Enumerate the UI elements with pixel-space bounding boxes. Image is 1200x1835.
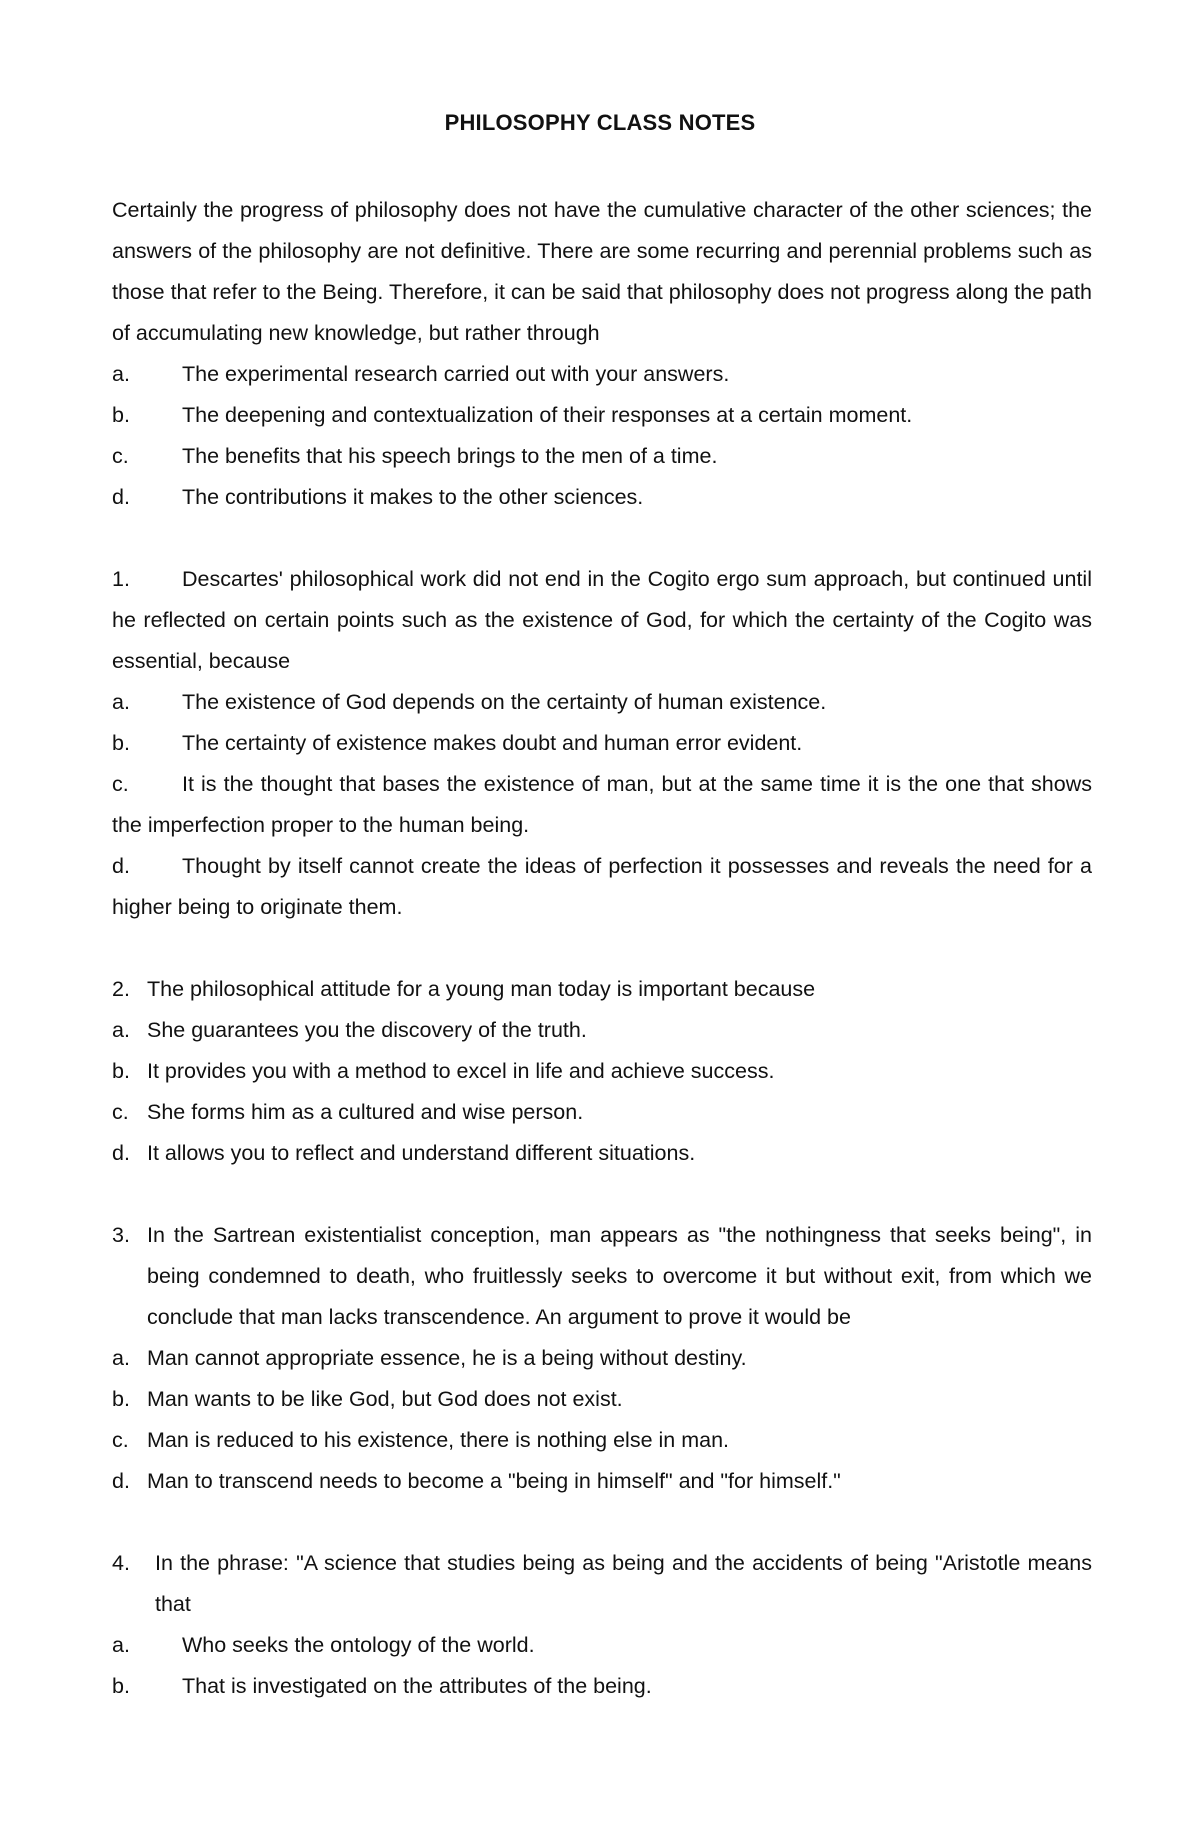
question-2-option-c — [112, 1092, 1092, 1133]
option-label: d. — [112, 1469, 130, 1493]
option-text: It allows you to reflect and understand different situations. — [147, 1141, 696, 1165]
question-number: 3. — [112, 1223, 130, 1247]
question-3-option-d — [112, 1461, 1092, 1502]
question-number: 1. — [112, 567, 130, 591]
question-4-stem — [112, 1543, 1092, 1625]
document-body — [112, 190, 1092, 1707]
option-label: a. — [112, 1633, 130, 1657]
option-text: The certainty of existence makes doubt and human error evident. — [182, 731, 803, 755]
option-label: b. — [112, 1674, 130, 1698]
question-text: In the Sartrean existentialist conception, man appears as "the nothingness that seeks being", in being condemned to death, who fruitlessly seeks to overcome it but without exit, from which we conclude that man lacks transcendence. An argument to prove it would be — [147, 1223, 1092, 1329]
option-label: d. — [112, 854, 130, 878]
question-2-option-d — [112, 1133, 1092, 1174]
question-3-option-b — [112, 1379, 1092, 1420]
option-text: It is the thought that bases the existence of man, but at the same time it is the one that shows the imperfection proper to the human being. — [112, 772, 1092, 837]
question-4-option-a — [112, 1625, 1092, 1666]
option-label: c. — [112, 1428, 129, 1452]
option-label: a. — [112, 1018, 130, 1042]
question-1-option-a — [112, 682, 1092, 723]
option-text: The existence of God depends on the certainty of human existence. — [182, 690, 827, 714]
option-label: c. — [112, 772, 129, 796]
option-label: c. — [112, 1100, 129, 1124]
option-label: a. — [112, 362, 130, 386]
intro-option-d — [112, 477, 1092, 518]
question-number: 4. — [112, 1551, 130, 1575]
spacer — [112, 928, 1092, 969]
spacer — [112, 1174, 1092, 1215]
option-label: b. — [112, 1387, 130, 1411]
option-text: Man to transcend needs to become a "being in himself" and "for himself." — [147, 1469, 841, 1493]
option-label: a. — [112, 1346, 130, 1370]
question-text: The philosophical attitude for a young man today is important because — [147, 977, 816, 1001]
spacer — [112, 518, 1092, 559]
question-1-option-c — [112, 764, 1092, 846]
option-label: b. — [112, 1059, 130, 1083]
intro-option-b — [112, 395, 1092, 436]
option-label: d. — [112, 1141, 130, 1165]
question-2-stem — [112, 969, 1092, 1010]
option-text: Thought by itself cannot create the ideas of perfection it possesses and reveals the need for a higher being to originate them. — [112, 854, 1092, 919]
option-text: The benefits that his speech brings to the men of a time. — [182, 444, 718, 468]
question-4-option-b — [112, 1666, 1092, 1707]
question-number: 2. — [112, 977, 130, 1001]
page-title: PHILOSOPHY CLASS NOTES — [444, 110, 756, 135]
question-2-option-b — [112, 1051, 1092, 1092]
question-1-option-b — [112, 723, 1092, 764]
option-text: Man is reduced to his existence, there is nothing else in man. — [147, 1428, 730, 1452]
intro-option-a — [112, 354, 1092, 395]
question-text: In the phrase: "A science that studies being as being and the accidents of being "Aristotle means that — [155, 1551, 1092, 1616]
option-text: Man cannot appropriate essence, he is a being without destiny. — [147, 1346, 747, 1370]
option-label: c. — [112, 444, 129, 468]
option-text: She forms him as a cultured and wise person. — [147, 1100, 584, 1124]
option-label: d. — [112, 485, 130, 509]
option-text: Man wants to be like God, but God does not exist. — [147, 1387, 623, 1411]
option-text: It provides you with a method to excel in life and achieve success. — [147, 1059, 775, 1083]
question-2-option-a — [112, 1010, 1092, 1051]
question-3-option-c — [112, 1420, 1092, 1461]
option-label: b. — [112, 403, 130, 427]
intro-stem: Certainly the progress of philosophy does not have the cumulative character of the other sciences; the answers of the philosophy are not definitive. There are some recurring and perennial problems such as those that refer to the Being. Therefore, it can be said that philosophy does not progress along the path of accumulating new knowledge, but rather through — [112, 198, 1092, 345]
option-text: That is investigated on the attributes of the being. — [182, 1674, 652, 1698]
option-text: The deepening and contextualization of their responses at a certain moment. — [182, 403, 913, 427]
question-text: Descartes' philosophical work did not end in the Cogito ergo sum approach, but continued until he reflected on certain points such as the existence of God, for which the certainty of the Cogito was essential, because — [112, 567, 1092, 673]
option-label: a. — [112, 690, 130, 714]
spacer — [112, 1502, 1092, 1543]
option-text: The contributions it makes to the other sciences. — [182, 485, 644, 509]
option-label: b. — [112, 731, 130, 755]
option-text: The experimental research carried out with your answers. — [182, 362, 730, 386]
question-3-option-a — [112, 1338, 1092, 1379]
option-text: Who seeks the ontology of the world. — [182, 1633, 535, 1657]
intro-option-c — [112, 436, 1092, 477]
option-text: She guarantees you the discovery of the truth. — [147, 1018, 587, 1042]
question-3-stem — [112, 1215, 1092, 1338]
question-1-option-d — [112, 846, 1092, 928]
question-1-stem — [112, 559, 1092, 682]
